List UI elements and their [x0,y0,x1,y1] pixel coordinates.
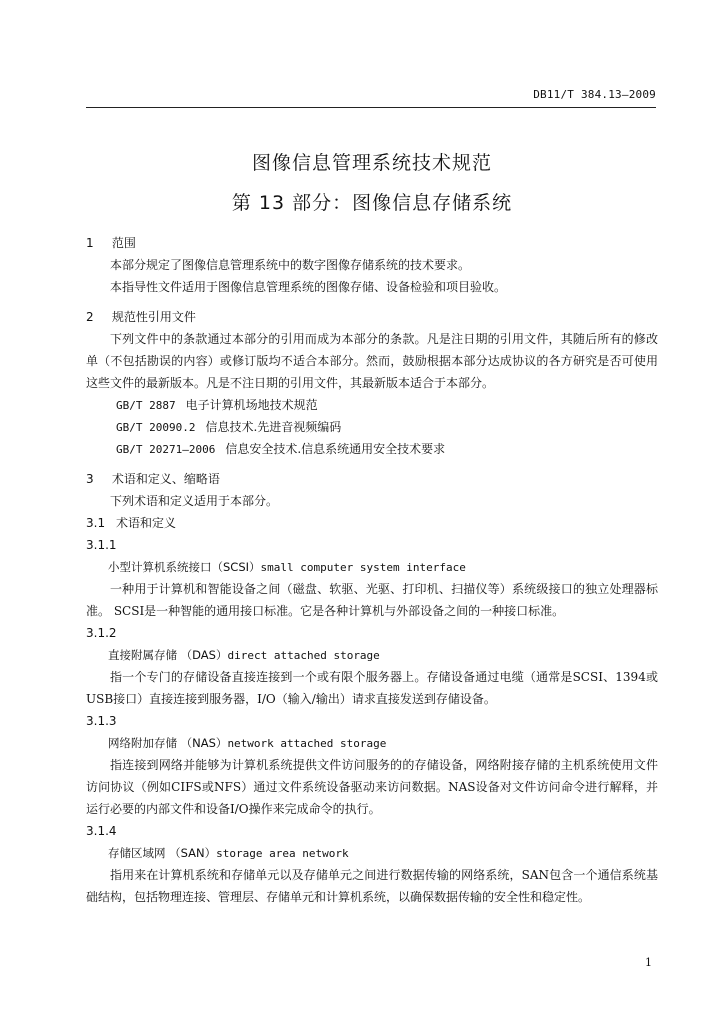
term-number: 3.1.2 [86,626,117,640]
subsection-3-1-heading [86,512,658,534]
reference-code: GB/T 20090.2 [116,421,196,434]
section-title: 规范性引用文件 [111,310,196,324]
document-body [86,232,658,908]
term-definition: 指用来在计算机系统和存储单元以及存储单元之间进行数据传输的网络系统，SAN包含一个通信系统基础结构，包括物理连接、管理层、存储单元和计算机系统，以确保数据传输的安全性和稳定性。 [86,868,658,904]
term-name-en: direct attached storage [227,649,380,662]
section-title: 范围 [111,236,136,250]
subsection-number: 3.1 [86,516,106,530]
document-title: 图像信息管理系统技术规范 [251,152,492,174]
term-name [86,556,658,578]
term-name-en: storage area network [216,847,349,860]
term-name-cn: 小型计算机系统接口（SCSI） [108,560,261,574]
normative-references-paragraph: 下列文件中的条款通过本部分的引用而成为本部分的条款。凡是注日期的引用文件，其随后所有的修改单（不包括勘误的内容）或修订版均不适合本部分。然而，鼓励根据本部分达成协议的各方研究是否可使用这些文件的最新版本。凡是不注日期的引用文件，其最新版本适合于本部分。 [86,332,658,390]
section-title: 术语和定义、缩略语 [111,472,220,486]
section-number: 1 [86,236,94,250]
term-name [86,732,658,754]
term-definition: 指连接到网络并能够为计算机系统提供文件访问服务的的存储设备，网络附接存储的主机系统使用文件访问协议（例如CIFS或NFS）通过文件系统设备驱动来访问数据。NAS设备对文件访问命令进行解释，并运行必要的内部文件和设备I/O操作来完成命令的执行。 [86,758,658,816]
term-name-cn: 网络附加存储 （NAS） [108,736,228,750]
term-definition: 一种用于计算机和智能设备之间（磁盘、软驱、光驱、打印机、扫描仪等）系统级接口的独立处理器标准。 SCSI是一种智能的通用接口标准。它是各种计算机与外部设备之间的一种接口标准。 [86,582,658,618]
scope-paragraph: 本指导性文件适用于图像信息管理系统的图像存储、设备检验和项目验收。 [110,280,507,294]
term-number: 3.1.1 [86,538,117,552]
reference-code: GB/T 20271—2006 [116,443,216,456]
term-definition: 指一个专门的存储设备直接连接到一个或有限个服务器上。存储设备通过电缆（通常是SCSI、1394或USB接口）直接连接到服务器，I/O（输入/输出）请求直接发送到存储设备。 [86,670,658,706]
reference-item [86,416,658,438]
section-2-heading [86,306,658,328]
term-number: 3.1.4 [86,824,117,838]
subsection-title: 术语和定义 [116,516,177,530]
reference-title: 电子计算机场地技术规范 [185,398,318,412]
term-name-cn: 直接附属存储 （DAS） [108,648,228,662]
reference-item [86,438,658,460]
page-number: 1 [645,956,652,969]
section-number: 2 [86,310,94,324]
terms-intro-paragraph: 下列术语和定义适用于本部分。 [110,494,279,508]
reference-code: GB/T 2887 [116,399,176,412]
term-name-en: small computer system interface [260,561,466,574]
scope-paragraph: 本部分规定了图像信息管理系统中的数字图像存储系统的技术要求。 [110,258,471,272]
term-name-cn: 存储区域网 （SAN） [108,846,217,860]
reference-title: 信息技术.先进音视频编码 [205,420,342,434]
header-rule [86,107,656,108]
term-name [86,842,658,864]
section-number: 3 [86,472,94,486]
standard-code: DB11/T 384.13—2009 [533,88,656,101]
term-number: 3.1.3 [86,714,117,728]
section-3-heading [86,468,658,490]
term-name [86,644,658,666]
document-subtitle: 第 13 部分：图像信息存储系统 [231,192,513,214]
term-name-en: network attached storage [227,737,387,750]
section-1-heading [86,232,658,254]
reference-title: 信息安全技术.信息系统通用安全技术要求 [225,442,446,456]
reference-item [86,394,658,416]
